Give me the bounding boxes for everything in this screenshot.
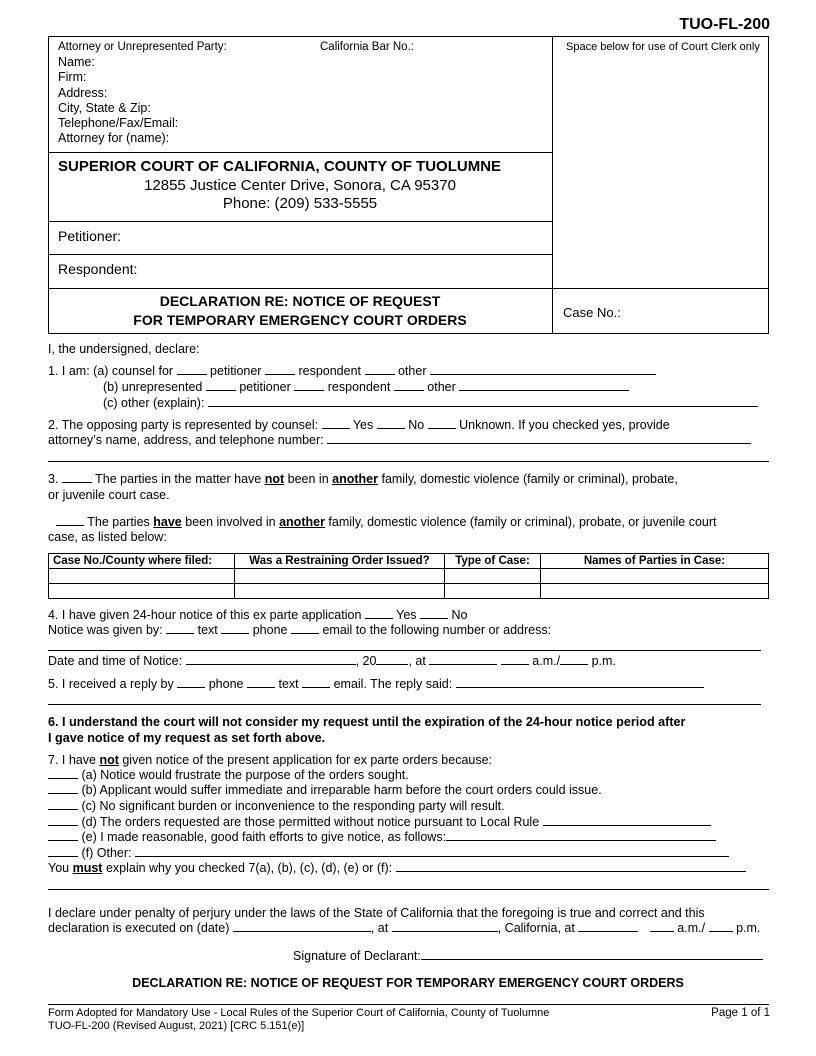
signature-field[interactable] [421, 949, 763, 960]
unrep-other-field[interactable] [459, 380, 629, 391]
table-cell[interactable] [541, 569, 769, 584]
item-3-text: The parties in the matter have [95, 472, 262, 486]
executed-city-field[interactable] [392, 921, 498, 932]
counsel-for-label: (a) counsel for [93, 364, 174, 378]
reason-b-label: (b) Applicant would suffer immediate and irreparable harm before the court orders could issue. [81, 783, 602, 797]
notice-no-check[interactable] [420, 608, 448, 619]
no-option: No [408, 418, 425, 432]
reply-field-2[interactable] [48, 704, 761, 705]
pm-option: p.m. [736, 921, 761, 935]
page-number: Page 1 of 1 [711, 1007, 770, 1019]
executed-time-field[interactable] [578, 921, 638, 932]
yes-option: Yes [396, 608, 417, 622]
item-7-text: given notice of the present application for ex parte orders because: [122, 753, 493, 767]
opposing-attorney-field-2[interactable] [48, 461, 769, 462]
address-label: Address: [58, 85, 108, 100]
good-faith-field[interactable] [446, 830, 716, 841]
unknown-option: Unknown. If you checked yes, provide [459, 418, 670, 432]
at-label: , at [408, 654, 426, 668]
item-3-number: 3. [48, 472, 59, 486]
reason-a-check[interactable] [48, 768, 78, 779]
table-cell[interactable] [445, 584, 541, 599]
executed-am-check[interactable] [650, 921, 674, 932]
explain-field[interactable] [396, 861, 746, 872]
emphasis-must: must [72, 861, 103, 875]
pm-option: p.m. [591, 654, 616, 668]
signature-line [293, 949, 763, 963]
reply-email-check[interactable] [302, 677, 330, 688]
item-4-line2 [48, 623, 551, 637]
must-explain-line [48, 861, 746, 875]
clerk-note: Space below for use of Court Clerk only [566, 41, 760, 53]
other-option: other [397, 364, 427, 378]
reason-f [48, 846, 729, 860]
no-option: No [451, 608, 468, 622]
item-2-line2 [48, 433, 751, 447]
col-restraining-order: Was a Restraining Order Issued? [235, 554, 445, 569]
item-3-p1-line2: or juvenile court case. [48, 488, 170, 502]
intro: I, the undersigned, declare: [48, 342, 200, 356]
reply-field[interactable] [456, 677, 704, 688]
reason-d [48, 815, 711, 829]
unrep-other-check[interactable] [394, 380, 424, 391]
name-label: Name: [58, 55, 95, 69]
reason-a-label: (a) Notice would frustrate the purpose of the orders sought. [81, 768, 409, 782]
other-option: other [427, 380, 456, 394]
item-7-text: 7. I have [48, 753, 96, 767]
petitioner-option: petitioner [210, 364, 262, 378]
item-4-question: 4. I have given 24-hour notice of this ex parte application [48, 608, 362, 622]
form-id: TUO-FL-200 [679, 16, 770, 33]
notice-am-check[interactable] [501, 654, 529, 665]
counsel-respondent-check[interactable] [265, 364, 295, 375]
reason-c [48, 799, 505, 813]
item-3-text: The parties [87, 515, 150, 529]
table-header-row [49, 554, 769, 569]
perjury-line1: I declare under penalty of perjury under the laws of the State of California that the foregoing is true and correct and this [48, 906, 705, 920]
table-cell[interactable] [49, 569, 235, 584]
item-6-line1: 6. I understand the court will not consider my request until the expiration of the 24-hour notice period after [48, 715, 686, 729]
unrepresented-label: (b) unrepresented [103, 380, 203, 394]
respondent-label: Respondent: [58, 261, 138, 277]
notice-email-check[interactable] [291, 623, 319, 634]
yes-option: Yes [352, 418, 374, 432]
reason-b-check[interactable] [48, 783, 78, 794]
item-1-line-c [103, 396, 758, 410]
counsel-other-check[interactable] [365, 364, 395, 375]
table-cell[interactable] [445, 569, 541, 584]
reason-a [48, 768, 409, 782]
emphasis-another: another [279, 515, 325, 529]
reason-c-check[interactable] [48, 799, 78, 810]
am-option: a.m./ [532, 654, 561, 668]
unrep-petitioner-check[interactable] [206, 380, 236, 391]
local-rule-field[interactable] [543, 815, 711, 826]
case-number-label: Case No.: [563, 305, 621, 320]
notice-year-field[interactable] [376, 654, 408, 665]
signature-label: Signature of Declarant: [293, 949, 421, 963]
represented-no-check[interactable] [377, 418, 405, 429]
cases-table [48, 553, 769, 599]
form-title-line1: DECLARATION RE: NOTICE OF REQUEST [159, 293, 441, 309]
item-7-text: explain why you checked 7(a), (b), (c), (d), (e) or (f): [105, 861, 393, 875]
email-option: email. The reply said: [333, 677, 453, 691]
item-3-text: family, domestic violence (family or criminal), probate, or juvenile court [328, 515, 717, 529]
respondent-option: respondent [327, 380, 391, 394]
item-1-line-a [48, 364, 656, 378]
item-2-question: 2. The opposing party is represented by counsel: [48, 418, 319, 432]
table-cell[interactable] [235, 584, 445, 599]
item-3-text: been in [287, 472, 329, 486]
table-row [49, 569, 769, 584]
notice-time-field[interactable] [429, 654, 497, 665]
item-1-lead: 1. I am: [48, 364, 90, 378]
involved-check[interactable] [56, 515, 84, 526]
firm-label: Firm: [58, 70, 87, 85]
respondent-option: respondent [298, 364, 362, 378]
opposing-attorney-field[interactable] [327, 433, 751, 444]
date-time-label: Date and time of Notice: [48, 654, 183, 668]
col-case-no: Case No./County where filed: [49, 554, 235, 569]
court-address: 12855 Justice Center Drive, Sonora, CA 95370 [144, 177, 456, 194]
phone-option: phone [252, 623, 288, 637]
other-reason-field[interactable] [135, 846, 729, 857]
item-7-lead [48, 753, 492, 767]
represented-unknown-check[interactable] [428, 418, 456, 429]
notice-yes-check[interactable] [365, 608, 393, 619]
attorney-label: Attorney or Unrepresented Party: [58, 41, 227, 53]
executed-pm-check[interactable] [709, 921, 733, 932]
emphasis-not: not [264, 472, 285, 486]
item-3-p1-line1 [48, 472, 678, 486]
item-3-text: been involved in [185, 515, 276, 529]
represented-yes-check[interactable] [322, 418, 350, 429]
table-row [49, 584, 769, 599]
footer-adopted: Form Adopted for Mandatory Use - Local Rules of the Superior Court of California, County of Tuolumne [48, 1007, 550, 1019]
counsel-petitioner-check[interactable] [177, 364, 207, 375]
reason-e [48, 830, 716, 844]
col-type-of-case: Type of Case: [445, 554, 541, 569]
reason-b [48, 783, 602, 797]
petitioner-option: petitioner [239, 380, 291, 394]
item-1-line-b [103, 380, 629, 394]
emphasis-another: another [332, 472, 378, 486]
perjury-line2 [48, 921, 760, 935]
city-state-zip-label: City, State & Zip: [58, 100, 151, 115]
emphasis-not: not [99, 753, 119, 767]
explain-field-2[interactable] [48, 889, 769, 890]
bar-number-label: California Bar No.: [320, 41, 414, 53]
item-4-date-line [48, 654, 616, 668]
emphasis-have: have [153, 515, 182, 529]
other-explain-label: (c) other (explain): [103, 396, 205, 410]
table-cell[interactable] [235, 569, 445, 584]
reason-e-label: (e) I made reasonable, good faith efforts to give notice, as follows: [81, 830, 447, 844]
executed-on-label: declaration is executed on (date) [48, 921, 230, 935]
col-parties: Names of Parties in Case: [541, 554, 769, 569]
notice-pm-check[interactable] [560, 654, 588, 665]
telephone-label: Telephone/Fax/Email: [58, 116, 179, 131]
item-3-p2-line1 [56, 515, 717, 529]
california-label: , California, at [497, 921, 575, 935]
notice-text-check[interactable] [166, 623, 194, 634]
table-cell[interactable] [541, 584, 769, 599]
footer-revision: TUO-FL-200 (Revised August, 2021) [CRC 5.151(e)] [48, 1020, 305, 1032]
reply-text-check[interactable] [247, 677, 275, 688]
reason-d-check[interactable] [48, 815, 78, 826]
reply-label: 5. I received a reply by [48, 677, 174, 691]
reason-f-check[interactable] [48, 846, 78, 857]
item-3-p2-line2: case, as listed below: [48, 530, 167, 544]
executed-date-field[interactable] [233, 921, 371, 932]
item-2-line1 [48, 418, 670, 432]
attorney-for-label: Attorney for (name): [58, 131, 170, 146]
unrep-respondent-check[interactable] [294, 380, 324, 391]
reply-phone-check[interactable] [177, 677, 205, 688]
item-4-line1 [48, 608, 468, 622]
item-3-text: family, domestic violence (family or criminal), probate, [381, 472, 678, 486]
reason-f-label: (f) Other: [81, 846, 132, 860]
notice-date-field[interactable] [186, 654, 356, 665]
not-involved-check[interactable] [62, 472, 92, 483]
reason-e-check[interactable] [48, 830, 78, 841]
text-option: text [278, 677, 299, 691]
table-cell[interactable] [49, 584, 235, 599]
email-option: email to the following number or address: [322, 623, 552, 637]
bottom-title: DECLARATION RE: NOTICE OF REQUEST FOR TEMPORARY EMERGENCY COURT ORDERS [132, 976, 684, 990]
reason-c-label: (c) No significant burden or inconvenience to the responding party will result. [81, 799, 505, 813]
text-option: text [197, 623, 218, 637]
counsel-other-field[interactable] [430, 364, 656, 375]
attorney-fields [58, 55, 178, 147]
court-phone: Phone: (209) 533-5555 [222, 195, 378, 212]
year-prefix: , 20 [355, 654, 377, 668]
reason-d-label: (d) The orders requested are those permitted without notice pursuant to Local Rule [81, 815, 540, 829]
item-6-line2: I gave notice of my request as set forth above. [48, 731, 326, 745]
other-explain-field[interactable] [208, 396, 758, 407]
at-label: , at [370, 921, 389, 935]
form-title-line2: FOR TEMPORARY EMERGENCY COURT ORDERS [133, 312, 467, 328]
phone-option: phone [208, 677, 244, 691]
petitioner-label: Petitioner: [58, 228, 122, 244]
court-name: SUPERIOR COURT OF CALIFORNIA, COUNTY OF TUOLUMNE [58, 158, 502, 175]
footer-divider [48, 1004, 769, 1005]
notice-phone-check[interactable] [221, 623, 249, 634]
notice-address-field[interactable] [48, 650, 761, 651]
item-7-text: You [48, 861, 70, 875]
am-option: a.m./ [677, 921, 706, 935]
item-5-line [48, 677, 704, 691]
notice-given-by-label: Notice was given by: [48, 623, 163, 637]
attorney-info-label: attorney’s name, address, and telephone number: [48, 433, 324, 447]
